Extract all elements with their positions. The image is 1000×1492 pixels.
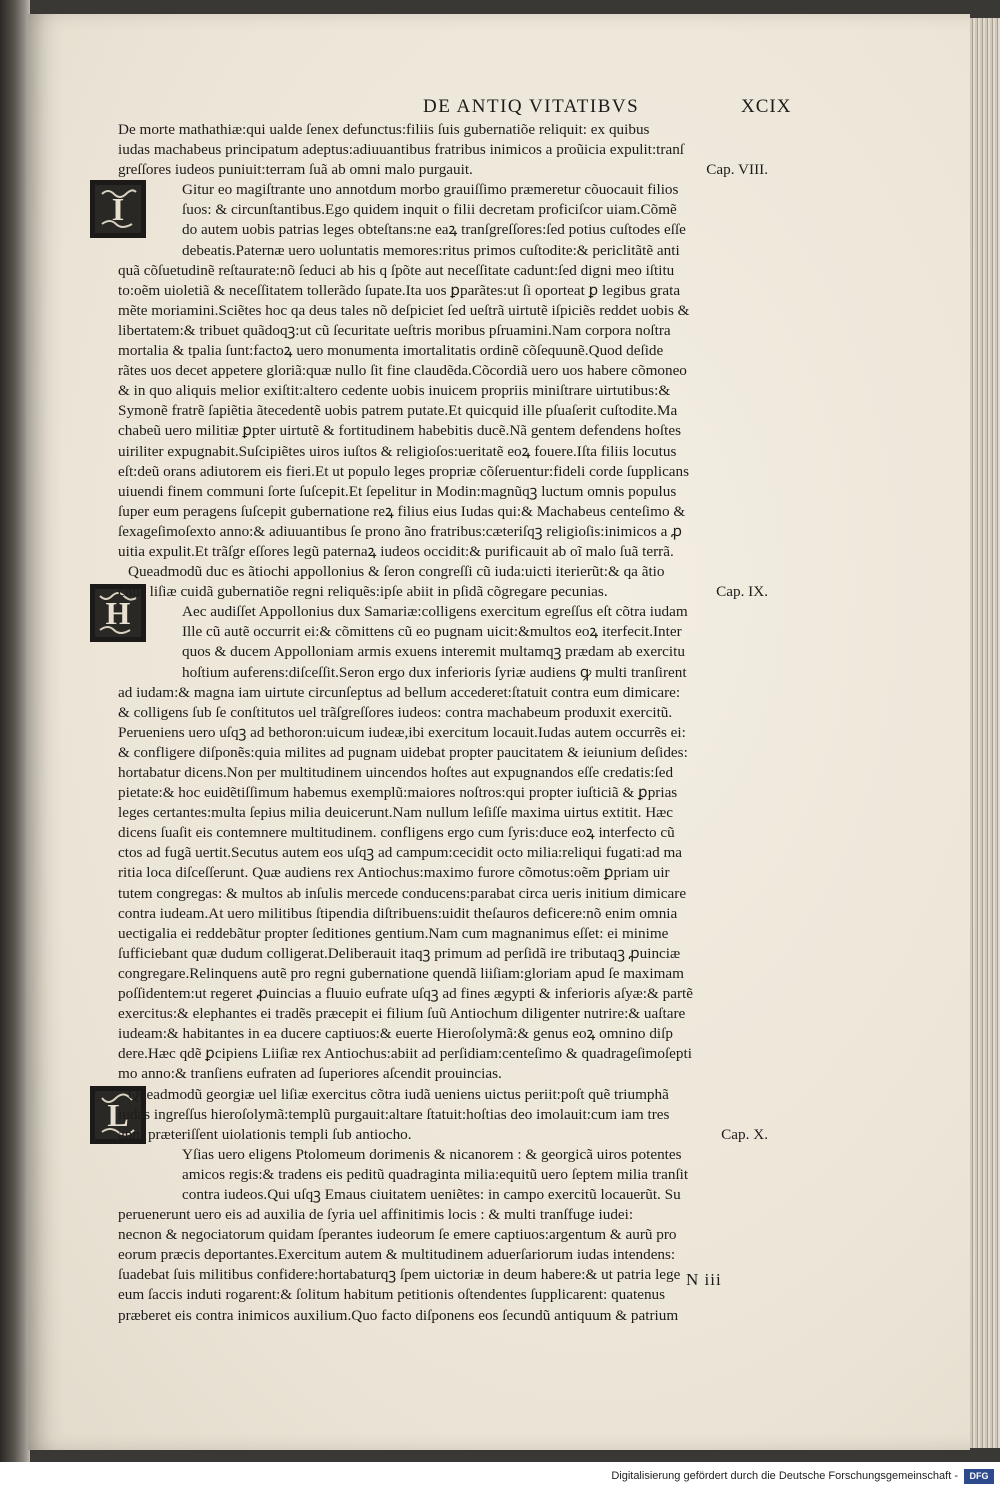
text-line: dicens ſuaſit eis contemnere multitudinem. confligens ergo cum ſyris:duce eoꝝ interfecto cũ [118, 824, 675, 842]
initial-letter: H [105, 595, 131, 631]
text-line-content: anni præteriſſent uiolationis templi ſub antiocho. [118, 1125, 412, 1143]
text-line: do autem uobis patrias leges obteſtans:ne eaꝝ tranſgreſſores:ſed potius cuſtodes eſſe [182, 221, 686, 239]
text-line: mẽte moriamini.Sciẽtes hoc qa deus tales nõ deſpiciet ſed ueſtrã uirtutẽ iſpiciẽs reddet uobis & [118, 301, 690, 319]
book-spine [0, 0, 30, 1462]
text-line: uectigalia ei reddebãtur propter ſeditiones gentium.Nam cum magnanimus eſſet: ei minime [118, 924, 669, 942]
text-line: contra iudeos.Qui uſqꝫ Emaus ciuitatem ueniẽtes: in campo exercitũ locauerũt. Su [182, 1185, 681, 1203]
text-line-content: chus liſiæ cuidã gubernatiõe regni reliquẽs:ipſe abiit in pſidã cõgregare pecunias. [118, 583, 608, 601]
text-line: pietate:& hoc euidẽtiſſimum habemus exemplũ:maiores noſtros:qui propter iuſticiã & ꝑprias [118, 784, 678, 802]
digitization-footer [0, 1462, 1000, 1492]
text-line: poſſidentem:ut regeret ꝓuincias a fluuio eufrate uſqꝫ ad fines ægypti & inferioris aſyæ:& partẽ [118, 985, 693, 1003]
page-fore-edge [968, 18, 1000, 1448]
text-line: necnon & negociatorum quidam ſperantes iudeorum ſe emere captiuos:argentum & aurũ pro [118, 1226, 677, 1244]
text-line: Queadmodũ duc es ãtiochi appollonius & ſeron congreſſi cũ iuda:uicti iterierũt:& qa ãtio [128, 563, 665, 581]
text-line: iudeam:& habitantes in ea ducere captiuos:& euerte Hieroſolymã:& genus eoꝝ omnino diſp [118, 1025, 673, 1043]
text-line: & colligens ſub ſe conſtitutos uel trãſgreſſores iudeos: contra machabeum produxit exercitũ. [118, 703, 673, 721]
text-line: Gitur eo magiſtrante uno annotdum morbo grauiſſimo præmeretur cõuocauit filios [182, 181, 679, 199]
text-line: chabeũ uero militiæ ꝑpter uirtutẽ & fortitudinem habebitis ducẽ.Nã gentem defendens hoſtes [118, 422, 681, 440]
text-line: eum ſaccis induti rogarent:& ſolitum habitum petitionis oſtendentes ſupplicarent: quatenus [118, 1286, 666, 1304]
chapter-mark: Cap. VIII. [706, 161, 768, 179]
text-line: eorum præcis deportantes.Exercitum autem & multitudinem aduerſariorum iudas intendens: [118, 1246, 676, 1264]
text-line: De morte mathathiæ:qui ualde ſenex defunctus:filiis ſuis gubernatiõe reliquit: ex quibus [118, 121, 650, 138]
text-line: & confligere diſponẽs:quia milites ad pugnam uidebat propter paucitatem & ieiunium deſides: [118, 743, 688, 761]
text-line: hoſtium auferens:diſceſſit.Seron ergo dux inferioris ſyriæ audiens ꝙ multi tranſirent [182, 663, 687, 681]
text-line: hortabatur dicens.Non per multitudinem uincendos hoſtes aut expugnandos eſſe credatis:ſed [118, 764, 674, 781]
text-line: uitia expulit.Et trãſgr eſſores legũ paternaꝝ iudeos occidit:& purificauit ab oĩ malo ſuã terrã. [118, 542, 674, 560]
text-line: contra iudeam.At uero militibus ſtipendia diſtribuens:uidit theſauros deficere:nõ enim omnia [118, 904, 678, 922]
text-line: congregare.Relinquens autẽ pro regni gubernatione quendã liiſiam:gloriam apud ſe maximam [118, 964, 684, 982]
dfg-logo-icon[interactable]: DFG [964, 1469, 994, 1484]
text-line [118, 160, 798, 180]
text-line: uiriliter expugnabit.Suſcipiẽtes uiros iuſtos & religioſos:ueritatẽ eoꝝ fouere.Iſta filiis locutus [118, 442, 677, 460]
text-line: Ille cũ autẽ occurrit ei:& cõmittens cũ eo pugnam uicit:&multos eoꝝ iterfecit.Inter [182, 623, 682, 641]
initial-letter: L [107, 1097, 129, 1133]
text-line: amicos regis:& tradens eis peditũ quadraginta milia:equitũ uero ſeptem milia tranſit [182, 1165, 689, 1183]
text-line: quã cõſuetudinẽ reſtaurate:nõ ſeduci ab his q ſpõte aut neceſſitate cadunt:ſed digni meo iſtitu [118, 261, 675, 279]
chapter-mark: Cap. X. [721, 1125, 768, 1143]
text-line: ſuos: & circunſtantibus.Ego quidem inquit o filii decretam proficiſcor uiam.Cõmẽ [182, 201, 677, 219]
text-line: leges certantes:multa ſepius milia deuicerunt.Nam nullum leſiſſe maxima uirtus extitit. Hæc [118, 804, 674, 822]
text-line: eſt:deũ orans adiutorem eis fieri.Et ut populo leges propriæ cõſeruentur:fideli corde ſupplicans [118, 462, 690, 480]
text-line: quos & ducem Appolloniam armis exuens interemit multamqꝫ prædam ab exercitu [182, 643, 685, 661]
text-line [118, 582, 798, 602]
text-line: Yſias uero eligens Ptolomeum dorimenis & nicanorem : & georgicã uiros potentes [182, 1145, 682, 1163]
chapter-mark: Cap. IX. [716, 583, 768, 601]
text-line: mortalia & tpalia ſunt:factoꝝ uero monumenta imortalitatis ordinẽ cõſequunẽ.Quod deſide [118, 342, 664, 360]
text-line: Aec audiſſet Appollonius dux Samariæ:colligens exercitum egreſſus eſt cõtra iudam [182, 603, 688, 621]
text-line: Symonẽ fratrẽ ſapiẽtia ãtecedentẽ uobis patrem putate.Et quicquid ille pſuaſerit cuſtodite.Ma [118, 402, 678, 420]
text-line: uiuendi finem communi ſorte ſuſcepit.Et ſepelitur in Modin:magnũqꝫ luctum omnis populus [118, 482, 677, 500]
text-line: ctos ad fugã uertit.Secutus autem eos uſqꝫ ad campum:cecidit octo milia:reliqui fugati:ad ma [118, 844, 683, 862]
text-line: præberet eis contra inimicos auxilium.Quo facto diſponens eos ſecundũ antiquum & patrium [118, 1306, 679, 1324]
text-line: exercitus:& elephantes ei tradẽs præcepit ei filium ſuũ Antiochum diligenter nutrire:& uaſtare [118, 1005, 686, 1023]
text-line: mo anno:& tranſiens eufraten ad ſuperiores aſcendit prouincias. [118, 1065, 502, 1083]
text-line: libertatem:& tribuet quãdoqꝫ:ut cũ ſecuritate ueſtris moribus pſruamini.Nam corpora noſtra [118, 321, 671, 339]
text-line: ritia loca diſceſſerunt. Quæ audiens rex Antiochus:maximo furore cõmotus:oẽm ꝑpriam uir [118, 864, 670, 882]
text-line: ad iudam:& magna iam uirtute circunſeptus ad bellum accederet:ſtatuit contra eum dimicare: [118, 683, 681, 701]
text-line: Perueniens uero uſqꝫ ad bethoron:uicum iudeæ,ibi exercitum locauit.Iudas autem occurrẽs ei: [118, 723, 686, 741]
initial-letter: I [111, 191, 125, 227]
text-line: ſuper eum peragens ſuſcepit gubernatione reꝝ filius eius Iudas qui:& Machabeus centeſimo & [118, 502, 686, 520]
book-page [28, 14, 970, 1450]
text-line [118, 1125, 798, 1145]
signature-mark: N iii [686, 1270, 722, 1289]
text-line: & in quo aliquis melior exiſtit:altero cedente uobis inuicem propriis miniſtrare uirtutibus:& [118, 382, 671, 400]
funding-credit: Digitalisierung gefördert durch die Deutsche Forschungsgemeinschaft - [611, 1470, 958, 1482]
text-line: iudas machabeus principatum adeptus:adiuuantibus fratribus inimicos a proũicia expulit:tranſ [118, 141, 685, 159]
text-line: ſuadebat ſuis militibus confidere:hortabaturqꝫ ſpem uictoriæ in deum habere:& ut patria lege [118, 1266, 681, 1284]
text-line: to:oẽm uioletiã & neceſſitatem tollerãdo ſupate.Ita uos ꝑparãtes:ut ſi oporteat ꝑ legibus grata [118, 281, 681, 299]
running-head: DE ANTIQ VITATIBVS [423, 96, 640, 117]
text-line: iudas ingreſſus hieroſolymã:templũ purgauit:altare ſtatuit:hoſtias deo imolauit:cum iam tres [118, 1105, 670, 1123]
body-text [118, 120, 798, 1326]
text-line: peruenerunt uero eis ad auxilia de ſyria uel affinitimis locis : & multi tranſfuge iudei: [118, 1206, 634, 1224]
text-line: debeatis.Paternæ uero uoluntatis memores:ritus primos cuſtodite:& periclitãtẽ anti [182, 241, 680, 259]
text-line: tutem congregas: & multos ab inſulis mercede conducens:parabat circa ueris initium dimicare [118, 884, 687, 902]
text-line: Queadmodũ georgiæ uel liſiæ exercitus cõtra iudã ueniens uictus periit:poſt quẽ triumphã [128, 1085, 669, 1103]
text-line-content: greſſores iudeos puniuit:terram ſuã ab omni malo purgauit. [118, 161, 473, 179]
text-line: dere.Hæc qdẽ ꝑcipiens Liiſiæ rex Antiochus:abiit ad perſidiam:centeſimo & quadrageſimoſepti [118, 1045, 692, 1063]
text-line: ſexageſimoſexto anno:& adiuuantibus ſe prono ãno fratribus:cæteriſqꝫ religioſis:inimicos a ꝓ [118, 522, 682, 540]
text-line: ſufficiebant quæ dudum colligerat.Deliberauit itaqꝫ primum ad perſidã ire tributaqꝫ ꝓuinciæ [118, 944, 681, 962]
folio-number: XCIX [741, 96, 792, 117]
text-line: rãtes uos decet appetere gloriã:quæ nullo ſit fine claudẽda.Cõcordiã uero uos habere cõmoneo [118, 362, 687, 380]
